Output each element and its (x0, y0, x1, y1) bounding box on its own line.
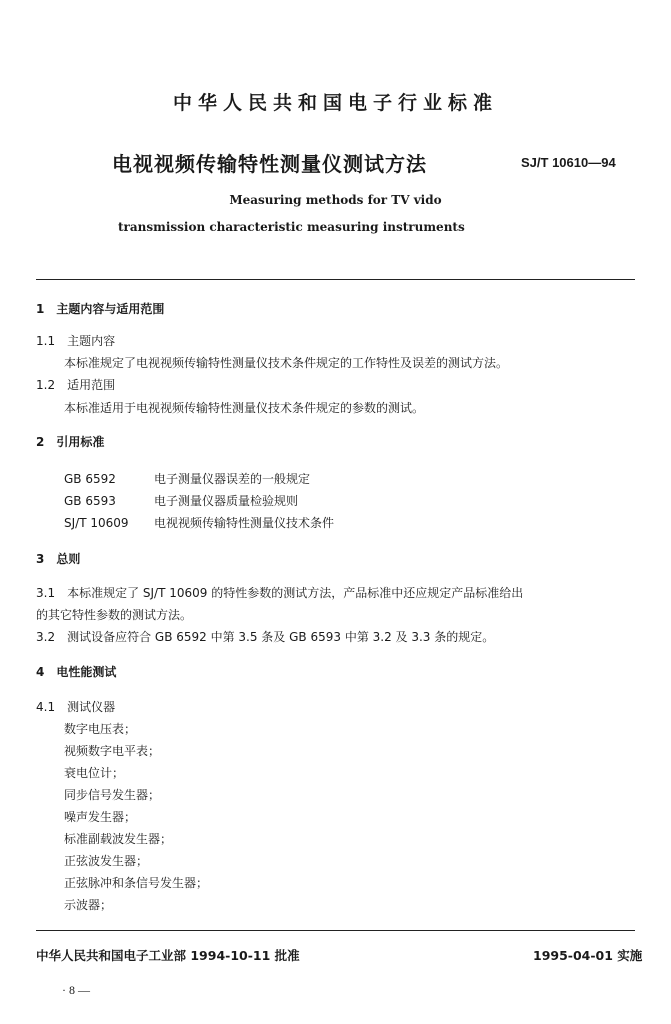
reference-title: 电视视频传输特性测量仪技术条件 (154, 516, 335, 530)
footer-divider (36, 930, 635, 931)
reference-code: GB 6592 (64, 472, 116, 486)
section-1-2-heading: 1.2 适用范围 (36, 378, 116, 392)
instrument-item: 正弦脉冲和条信号发生器； (64, 876, 209, 890)
industry-standard-heading: 中华人民共和国电子行业标准 (172, 92, 498, 114)
implementation-date: 1995-04-01 实施 (533, 948, 643, 963)
section-3-1-text-line1: 3.1 本标准规定了 SJ/T 10609 的特性参数的测试方法，产品标准中还应规定产品标准给出 (36, 586, 524, 600)
document-title-en-line1: Measuring methods for TV vido (229, 193, 442, 207)
instrument-item: 数字电压表； (64, 722, 137, 736)
instrument-item: 视频数字电平表； (64, 744, 161, 758)
section-4-heading: 4 电性能测试 (36, 665, 117, 679)
reference-title: 电子测量仪器质量检验规则 (154, 494, 299, 508)
reference-title: 电子测量仪器误差的一般规定 (154, 472, 311, 486)
reference-code: SJ/T 10609 (64, 516, 129, 530)
reference-code: GB 6593 (64, 494, 116, 508)
section-1-1-heading: 1.1 主题内容 (36, 334, 116, 348)
instrument-item: 标准副载波发生器； (64, 832, 173, 846)
section-3-1-text-line2: 的其它特性参数的测试方法。 (36, 608, 193, 622)
instrument-item: 正弦波发生器； (64, 854, 149, 868)
instrument-item: 示波器； (64, 898, 113, 912)
instrument-item: 噪声发生器； (64, 810, 137, 824)
standard-number: SJ/T 10610—94 (521, 155, 616, 170)
section-1-heading: 1 主题内容与适用范围 (36, 302, 165, 316)
instrument-item: 同步信号发生器； (64, 788, 161, 802)
section-3-heading: 3 总则 (36, 552, 81, 566)
section-1-2-text: 本标准适用于电视视频传输特性测量仪技术条件规定的参数的测试。 (64, 401, 425, 415)
instrument-item: 衰电位计； (64, 766, 125, 780)
document-title-en-line2: transmission characteristic measuring instruments (118, 220, 465, 234)
section-2-heading: 2 引用标准 (36, 435, 105, 449)
page-number: · 8 — (62, 983, 90, 997)
approval-text: 中华人民共和国电子工业部 1994-10-11 批准 (36, 948, 300, 963)
document-title-cn: 电视视频传输特性测量仪测试方法 (112, 152, 427, 176)
section-4-1-heading: 4.1 测试仪器 (36, 700, 116, 714)
header-divider (36, 279, 635, 280)
section-1-1-text: 本标准规定了电视视频传输特性测量仪技术条件规定的工作特性及误差的测试方法。 (64, 356, 509, 370)
section-3-2-text: 3.2 测试设备应符合 GB 6592 中第 3.5 条及 GB 6593 中第 3.2 及 3.3 条的规定。 (36, 630, 495, 644)
